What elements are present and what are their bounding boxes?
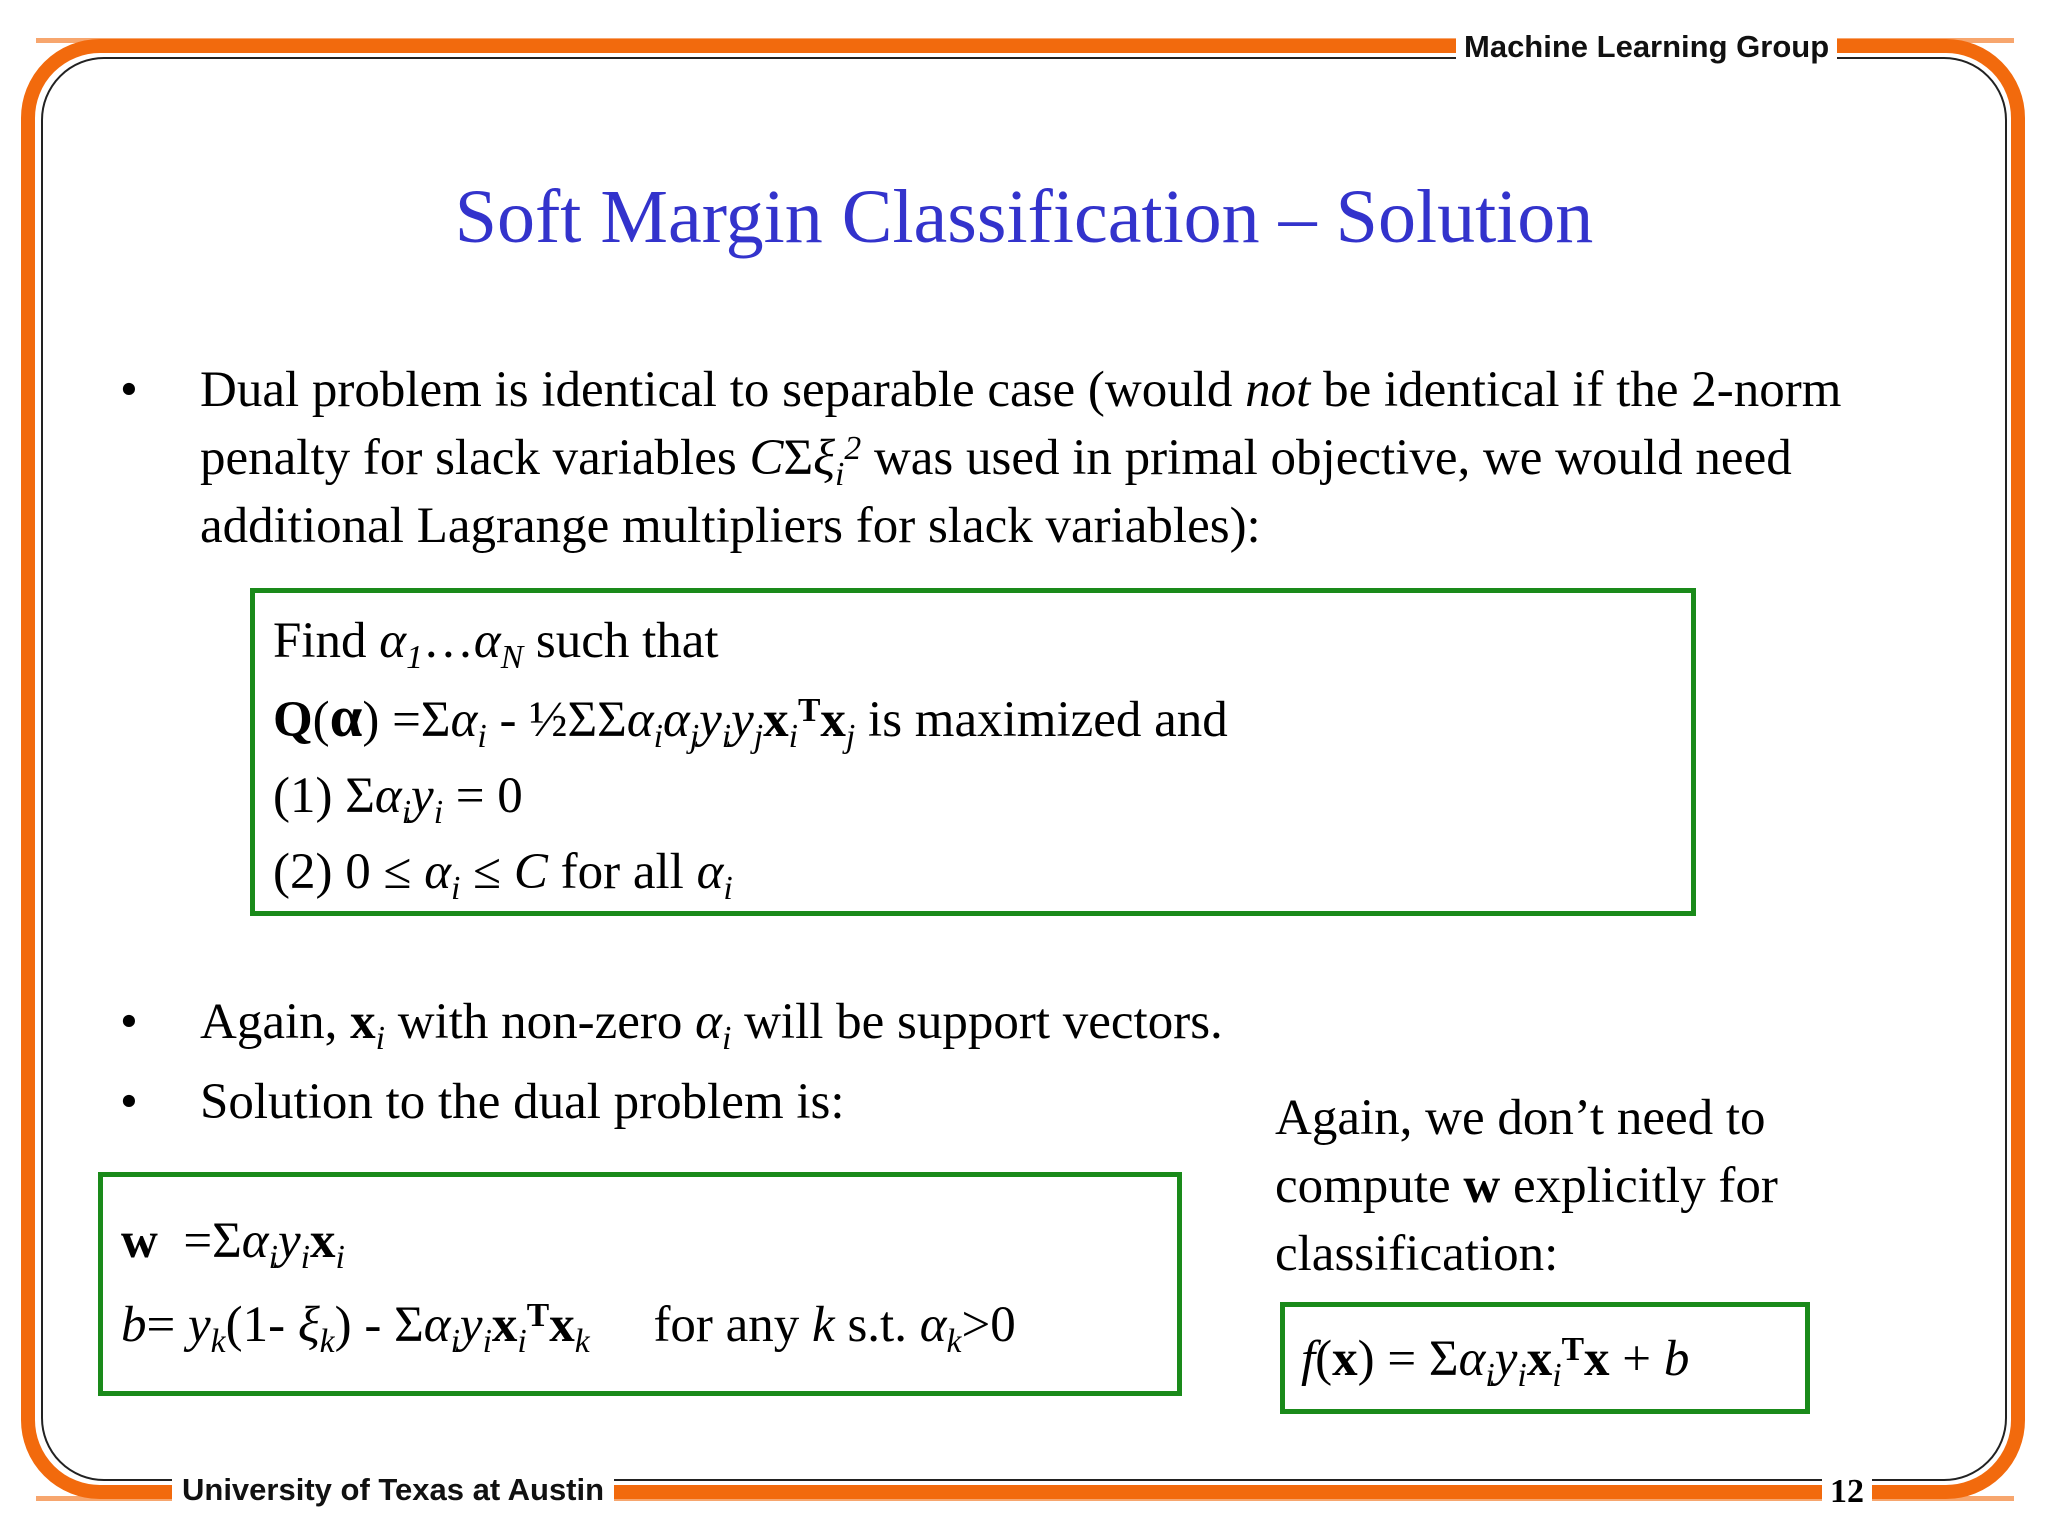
solution-line-b: $b= y_k(1-$ $\xi_k) - \Sigma\alpha_iy_ix_i^Tx_k$ for any k s.t. $\alpha_k>0$ — [121, 1296, 1016, 1360]
dual-line-find: Find $\alpha_1\dots\alpha_N$ such that — [273, 613, 719, 676]
slide-title: Soft Margin Classification – Solution — [454, 175, 1594, 259]
bullet-support-vectors: • Again, $x_i$ with non-zero $\alpha_i$ will be support vectors. — [120, 988, 1940, 1056]
dual-line-constraint-2: (2) $0 \le \alpha_i \le C$ for all $\alpha_i$ — [273, 844, 733, 907]
bullet-dot: • — [120, 362, 138, 418]
classifier-box — [1280, 1302, 1810, 1414]
group-label: Machine Learning Group — [1456, 27, 1837, 67]
dual-problem-box — [250, 588, 1696, 916]
page-number: 12 — [1822, 1472, 1872, 1512]
solution-box — [98, 1172, 1182, 1396]
solution-line-w: $w =\Sigma\alpha_iy_ix_i$ — [121, 1213, 345, 1276]
bullet-dual-problem: • Dual problem is identical to separable case (would not be identical if the 2-norm penalty for slack variables CΣξ$_i^2$ was used in primal objective, we would need additional Lagrange multipliers for slack variables): — [120, 356, 1940, 560]
side-note: Again, we don’t need to compute w explicitly for classification: — [1275, 1090, 1778, 1282]
dual-line-constraint-1: (1) $\Sigma\alpha_iy_i = 0$ — [273, 768, 523, 831]
university-label: University of Texas at Austin — [172, 1470, 614, 1510]
bullet-solution: • Solution to the dual problem is: — [120, 1068, 1940, 1136]
bullet-dot: • — [120, 994, 138, 1050]
bullet-dot: • — [120, 1074, 138, 1130]
classifier-formula: $f(x) = \Sigma\alpha_iy_ix_i^Tx + b$ — [1301, 1330, 1690, 1394]
bullet-list-top — [120, 356, 1940, 560]
dual-line-objective: $Q(\alpha) =\Sigma\alpha_i$ - $\frac{1}{2}\Sigma\Sigma\alpha_i\alpha_jy_iy_jx_i^Tx_j$ is maximized and — [273, 684, 1228, 755]
